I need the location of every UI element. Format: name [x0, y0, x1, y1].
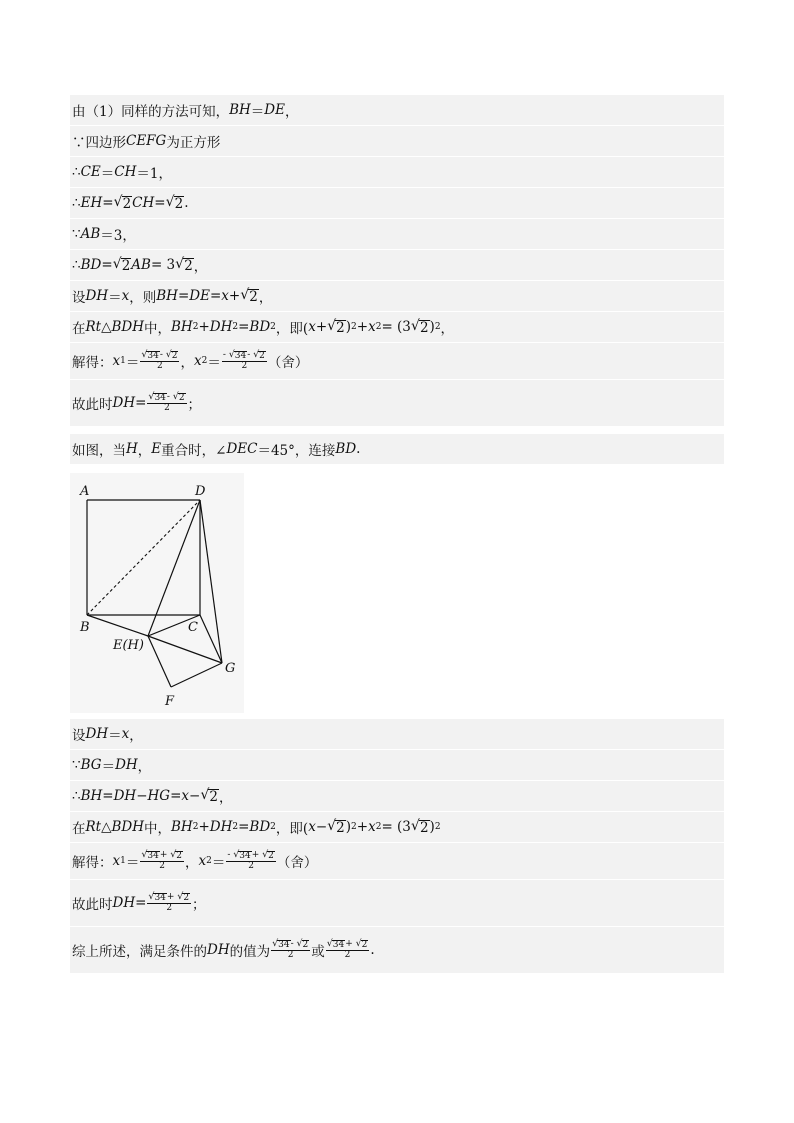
segment-be	[87, 615, 148, 636]
fraction: √ 34 - √ 2 2	[148, 390, 185, 414]
solution-line-9: 解得： x 1 ＝ √ 34 - √ 2 2 ， x 2 ＝ - √ 34 - √ 2 2 （舍）	[70, 343, 724, 380]
label-a: A	[80, 484, 90, 499]
sqrt-expression: √ 2	[175, 255, 193, 274]
sqrt-expression: √ 2	[165, 193, 184, 212]
sqrt-expression: √ 2	[410, 817, 429, 836]
solution-line-17: 故此时 DH = √ 34 + √ 2 2 ；	[70, 880, 724, 927]
solution-line-3: ∴ CE ＝ CH ＝1，	[70, 157, 724, 188]
fraction: - √ 34 - √ 2 2	[222, 348, 265, 372]
fraction: √ 34 - √ 2 2	[141, 348, 178, 372]
solution-line-11: 如图，当 H ， E 重合时，∠ DEC ＝45°，连接 BD .	[70, 434, 724, 465]
segment-fg	[171, 663, 222, 687]
solution-line-6: ∴ BD = √ 2 AB = 3 √ 2 ，	[70, 250, 724, 281]
solution-line-15: 在 Rt △ BDH 中， BH 2 + DH 2 = BD 2 ，即( x − √ 2 ) 2 + x 2 = (3 √ 2 ) 2	[70, 812, 724, 843]
sqrt-expression: √ 2	[113, 193, 132, 212]
fraction: √ 34 + √ 2 2	[141, 848, 182, 872]
sqrt-expression: √ 2	[410, 317, 429, 336]
geometry-figure	[70, 473, 244, 713]
label-eh: E(H)	[113, 638, 144, 653]
sqrt-expression: √ 2	[112, 255, 131, 274]
label-g: G	[225, 661, 236, 676]
solution-line-18: 综上所述，满足条件的 DH 的值为 √ 34 - √ 2 2 或 √ 34 + √ 2 2 .	[70, 927, 724, 974]
segment-bd	[87, 500, 200, 615]
label-b: B	[80, 620, 90, 635]
solution-line-2: ∵四边形 CEFG 为正方形	[70, 126, 724, 157]
solution-line-13: ∵ BG ＝ DH ，	[70, 750, 724, 781]
solution-line-10: 故此时 DH = √ 34 - √ 2 2 ；	[70, 380, 724, 427]
sqrt-expression: √ 2	[200, 786, 218, 805]
geometry-diagram	[70, 473, 244, 713]
solution-line-12: 设 DH ＝ x ，	[70, 719, 724, 750]
label-c: C	[188, 620, 198, 635]
solution-line-1: 由（1）同样的方法可知， BH ＝ DE ，	[70, 95, 724, 126]
solution-line-5: ∵ AB ＝3，	[70, 219, 724, 250]
sqrt-expression: √ 2	[327, 317, 345, 336]
solution-line-14: ∴ BH = DH − HG = x − √ 2 ，	[70, 781, 724, 812]
label-d: D	[195, 484, 206, 499]
fraction: - √ 34 + √ 2 2	[227, 848, 274, 872]
fraction: √ 34 - √ 2 2	[272, 937, 309, 961]
fraction: √ 34 + √ 2 2	[326, 937, 368, 961]
solution-line-7: 设 DH ＝ x ，则 BH = DE = x + √ 2 ，	[70, 281, 724, 312]
sqrt-expression: √ 2	[327, 817, 345, 836]
label-f: F	[165, 694, 175, 709]
fraction: √ 34 + √ 2 2	[148, 890, 190, 914]
solution-line-16: 解得： x 1 ＝ √ 34 + √ 2 2 ， x 2 ＝ - √ 34 + √ 2 2 （舍）	[70, 843, 724, 880]
solution-line-4: ∴ EH = √ 2 CH = √ 2 .	[70, 188, 724, 219]
sqrt-expression: √ 2	[240, 286, 258, 305]
solution-line-8: 在 Rt △ BDH 中， BH 2 + DH 2 = BD 2 ，即( x + √ 2 ) 2 + x 2 = (3 √ 2 ) 2 ，	[70, 312, 724, 343]
